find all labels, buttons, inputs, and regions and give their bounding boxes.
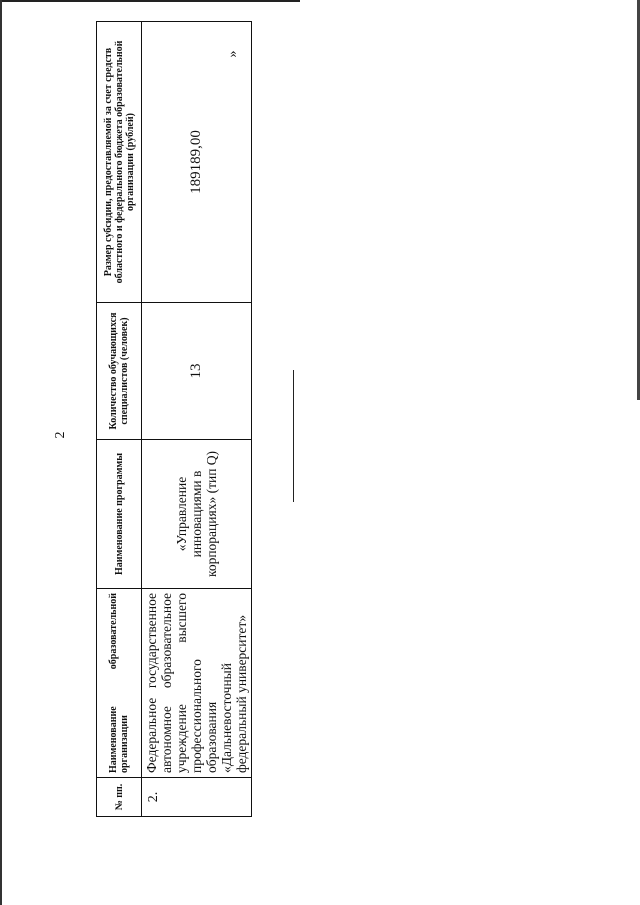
table-row: [142, 22, 252, 817]
closing-quote-mark: »: [225, 50, 241, 58]
page-number: 2: [53, 431, 68, 439]
header-program: Наименование программы: [97, 440, 142, 589]
header-subsidy: Размер субсидии, предоставляемой за счет средств областного и федерального бюджета образовательной организации (рублей): [97, 22, 142, 303]
subsidy-table: [96, 21, 252, 817]
header-org: Наименование образовательной организации: [97, 589, 142, 778]
cell-program: «Управление инновациями в корпорациях» (тип Q): [142, 440, 252, 589]
cell-subsidy: 189189,00: [142, 22, 252, 303]
subsidy-table-rotated: [96, 40, 249, 817]
cell-org: Федеральное государственное автономное образовательное учреждение высшего профессионального образования «Дальневосточный федеральный университет»: [142, 589, 252, 778]
scan-edge-top: [0, 0, 300, 2]
table-header-row: [97, 22, 142, 817]
header-count: Количество обучающихся специалистов (человек): [97, 303, 142, 440]
scan-edge-left: [0, 0, 2, 905]
closing-rule: [293, 370, 294, 502]
cell-num: 2.: [142, 778, 252, 817]
cell-count: 13: [142, 303, 252, 440]
header-num: № пп.: [97, 778, 142, 817]
